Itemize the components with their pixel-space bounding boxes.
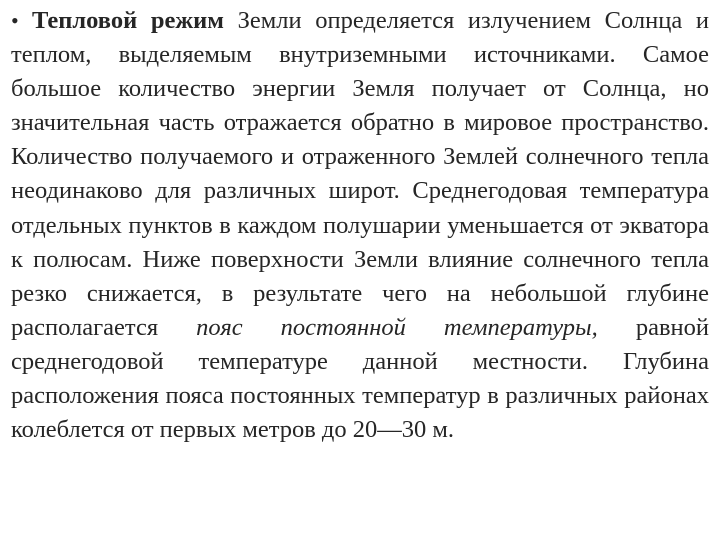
italic-emphasis: пояс постоянной температуры, (196, 313, 598, 341)
term-bold: Тепловой режим (32, 7, 224, 34)
text-part-1: Земли определяется излучением Солнца и теплом, выделяемым внутриземными источниками. Самое большое количество энергии Земля получает от Солнца, но значительная часть отражается обратно в мировое пространство. Количество получаемого и отраженного Землей солнечного тепла неодинаково для различных широт. Среднегодовая температура отдельных пунктов в каждом полушарии уменьшается от экватора к полюсам. Ниже поверхности Земли влияние солнечного тепла резко снижается, в результате чего на небольшой глубине располагается (11, 7, 709, 341)
body-paragraph (11, 4, 709, 447)
text-part-2: равной среднегодовой температуре данной местности. Глубина расположения пояса постоянных температур в различных районах колеблется от первых метров до 20—30 м. (11, 313, 709, 444)
bullet-icon: • (11, 8, 19, 33)
